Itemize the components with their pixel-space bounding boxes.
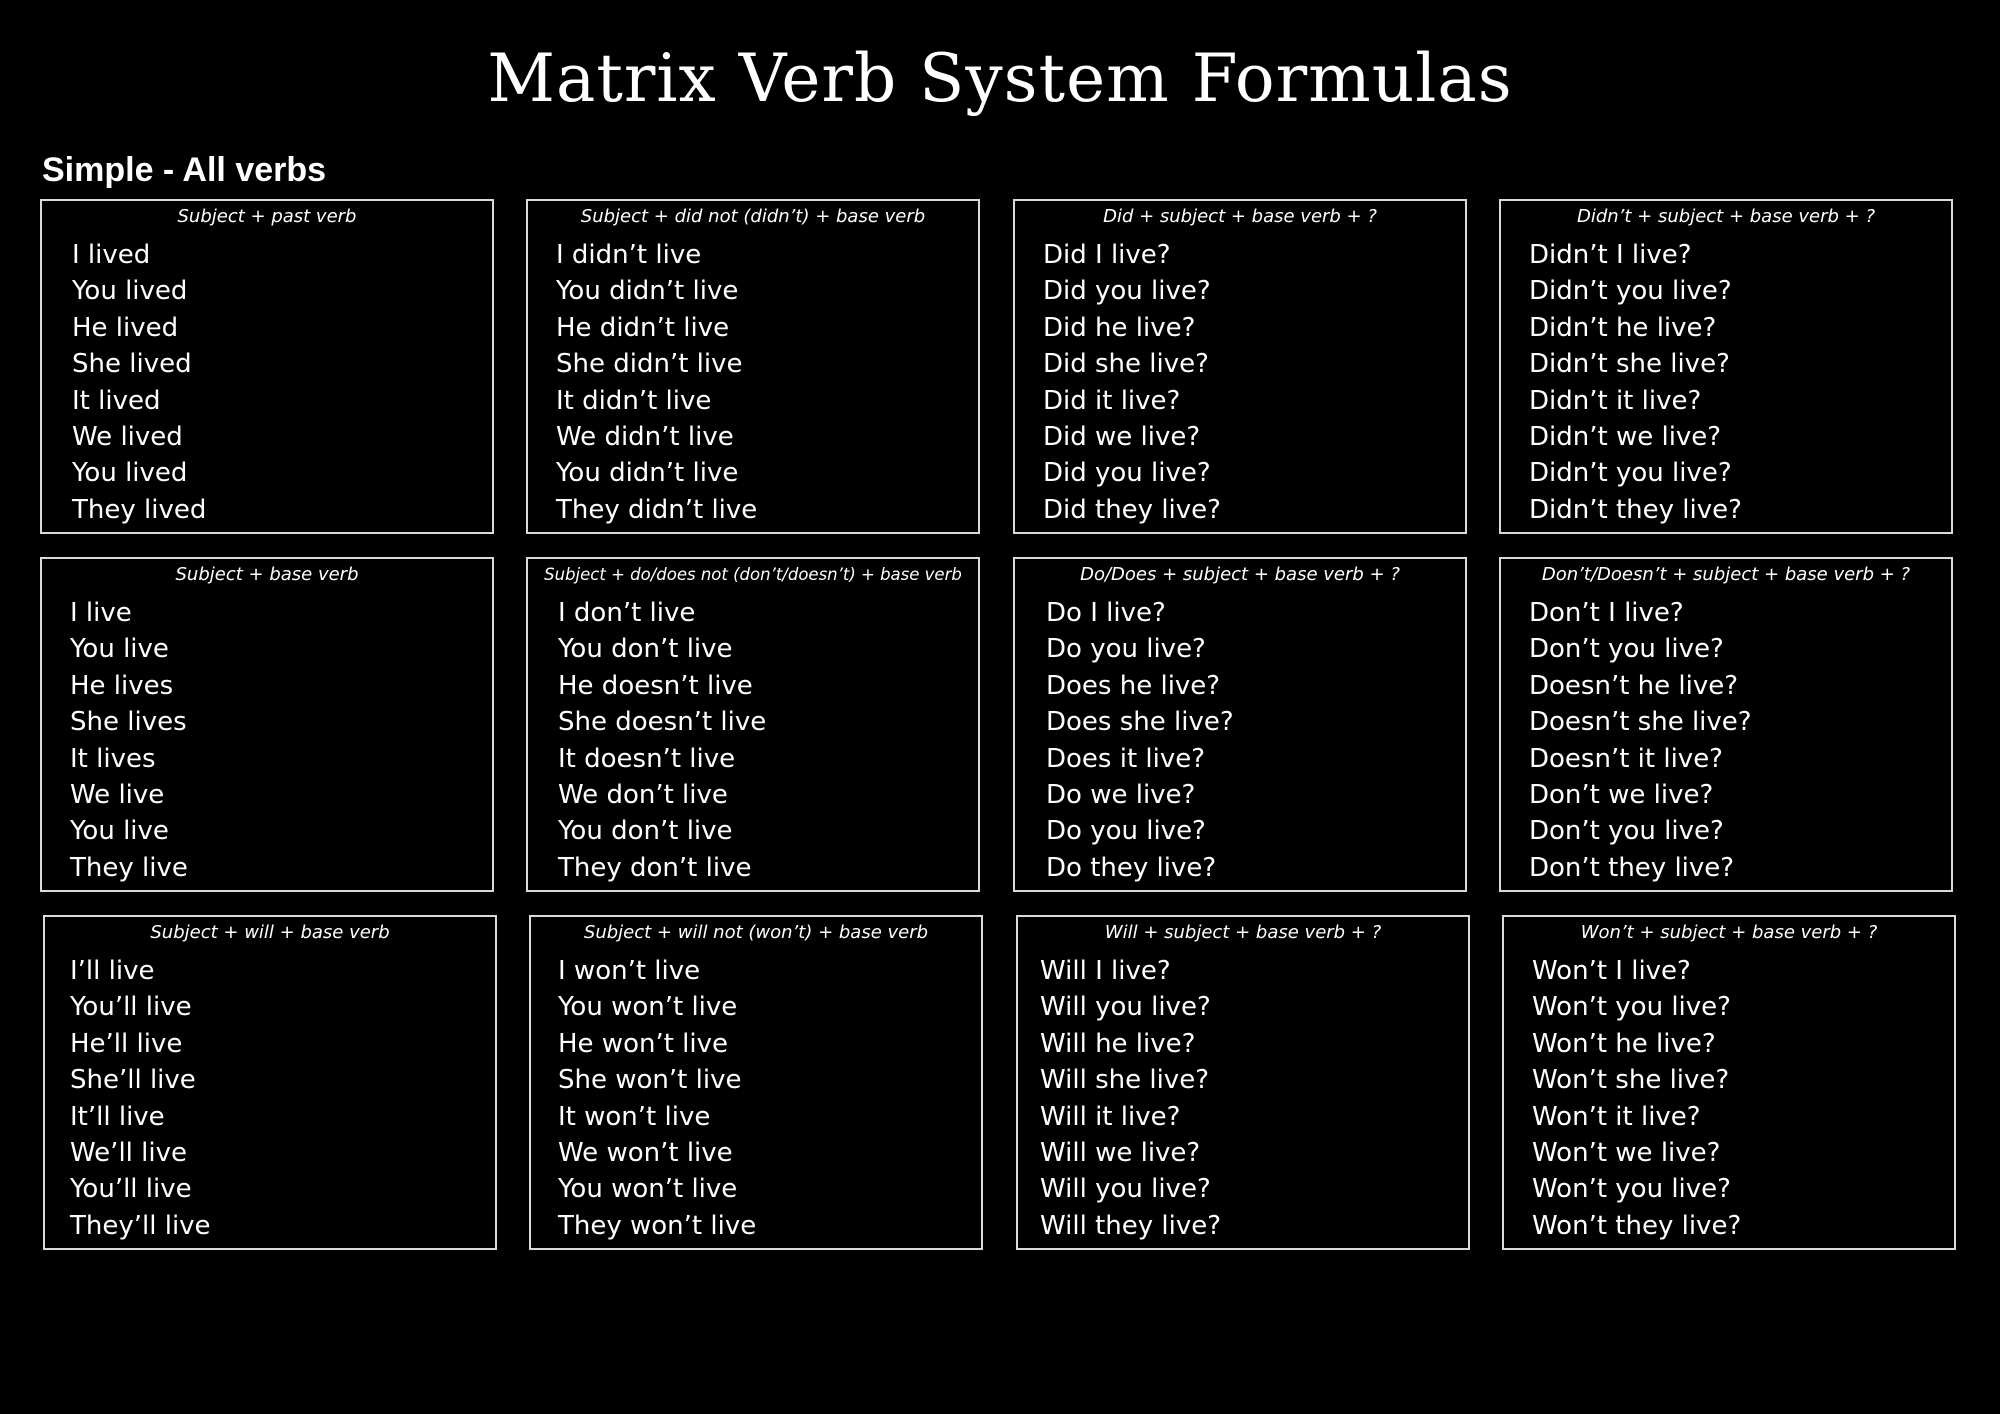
conjugation-line: She lives [70, 707, 187, 738]
conjugation-list [1043, 237, 1221, 528]
conjugation-line: They won’t live [558, 1210, 757, 1241]
conjugation-line: I’ll live [70, 956, 155, 986]
conjugation-line: You lived [72, 276, 188, 307]
conjugation-line: They lived [72, 494, 207, 525]
conjugation-line: Didn’t you live? [1529, 458, 1732, 489]
conjugation-line: Will they live? [1040, 1210, 1222, 1241]
conjugation-line: Don’t we live? [1529, 780, 1714, 811]
conjugation-line: Will I live? [1040, 956, 1171, 986]
conjugation-list [558, 595, 766, 886]
conjugation-line: It’ll live [70, 1101, 165, 1132]
conjugation-line: They live [70, 852, 188, 883]
formula-box-simple-present-negative [526, 557, 980, 892]
conjugation-line: I won’t live [558, 956, 701, 986]
conjugation-line: Will we live? [1040, 1138, 1201, 1169]
conjugation-line: Doesn’t it live? [1529, 743, 1723, 774]
formula-box-simple-present-affirmative [40, 557, 494, 892]
conjugation-line: Won’t you live? [1532, 1174, 1731, 1205]
conjugation-line: She lived [72, 349, 192, 380]
conjugation-line: Did they live? [1043, 494, 1221, 525]
formula-label: Subject + past verb [177, 206, 357, 227]
conjugation-line: You won’t live [558, 1174, 738, 1205]
conjugation-line: Will you live? [1040, 1174, 1211, 1205]
formula-box-simple-future-affirmative [43, 915, 497, 1250]
conjugation-line: He didn’t live [556, 312, 730, 343]
conjugation-line: Do you live? [1046, 816, 1206, 847]
conjugation-line: You won’t live [558, 992, 738, 1023]
conjugation-line: Will she live? [1040, 1065, 1209, 1096]
conjugation-line: They didn’t live [556, 494, 758, 525]
formula-box-simple-present-question [1013, 557, 1467, 892]
formula-label: Subject + will not (won’t) + base verb [583, 922, 929, 943]
conjugation-line: They don’t live [558, 852, 752, 883]
formula-label: Won’t + subject + base verb + ? [1580, 922, 1878, 943]
conjugation-line: Did it live? [1043, 385, 1181, 416]
conjugation-list [70, 595, 188, 886]
conjugation-line: Do you live? [1046, 634, 1206, 665]
conjugation-line: Will it live? [1040, 1101, 1181, 1132]
conjugation-list [558, 953, 756, 1244]
conjugation-line: You’ll live [70, 992, 192, 1023]
conjugation-line: Will you live? [1040, 992, 1211, 1023]
conjugation-line: You don’t live [558, 816, 733, 847]
conjugation-line: She didn’t live [556, 349, 743, 380]
conjugation-line: It won’t live [558, 1101, 711, 1132]
conjugation-line: Didn’t they live? [1529, 494, 1742, 525]
conjugation-line: Does it live? [1046, 743, 1206, 774]
conjugation-line: Didn’t it live? [1529, 385, 1702, 416]
conjugation-line: Don’t I live? [1529, 598, 1684, 628]
conjugation-line: You lived [72, 458, 188, 489]
conjugation-line: Did she live? [1043, 349, 1209, 380]
formula-label: Did + subject + base verb + ? [1103, 206, 1377, 227]
conjugation-line: He won’t live [558, 1028, 729, 1059]
conjugation-line: Doesn’t she live? [1529, 707, 1752, 738]
conjugation-line: It lives [70, 743, 156, 774]
conjugation-line: Didn’t we live? [1529, 422, 1722, 453]
conjugation-line: You didn’t live [556, 458, 739, 489]
conjugation-line: You don’t live [558, 634, 733, 665]
conjugation-line: Do they live? [1046, 852, 1217, 883]
conjugation-line: We don’t live [558, 780, 728, 811]
conjugation-line: Won’t she live? [1532, 1065, 1730, 1096]
formula-label: Don’t/Doesn’t + subject + base verb + ? [1541, 564, 1911, 585]
formula-label: Subject + do/does not (don’t/doesn’t) + base verb [544, 565, 962, 584]
conjugation-line: He lives [70, 670, 174, 701]
conjugation-line: It doesn’t live [558, 743, 736, 774]
conjugation-line: Didn’t I live? [1529, 240, 1692, 270]
conjugation-line: I live [70, 598, 132, 628]
conjugation-line: Did I live? [1043, 240, 1171, 270]
conjugation-line: I didn’t live [556, 240, 702, 270]
conjugation-list [1529, 237, 1742, 528]
conjugation-line: Does she live? [1046, 707, 1234, 738]
conjugation-line: You live [70, 634, 169, 665]
formula-box-simple-past-question [1013, 199, 1467, 534]
conjugation-line: We lived [72, 422, 183, 453]
conjugation-line: Will he live? [1040, 1028, 1196, 1059]
conjugation-line: We won’t live [558, 1138, 733, 1169]
conjugation-list [1529, 595, 1752, 886]
conjugation-list [70, 953, 211, 1244]
conjugation-list [1040, 953, 1221, 1244]
conjugation-line: I lived [72, 240, 151, 270]
conjugation-line: Did you live? [1043, 276, 1211, 307]
conjugation-list [1046, 595, 1234, 886]
conjugation-line: Won’t they live? [1532, 1210, 1742, 1241]
conjugation-line: You didn’t live [556, 276, 739, 307]
section-heading: Simple - All verbs [42, 151, 327, 189]
conjugation-list [72, 237, 206, 528]
conjugation-line: Didn’t you live? [1529, 276, 1732, 307]
formula-box-simple-future-question [1016, 915, 1470, 1250]
conjugation-list [556, 237, 757, 528]
formula-label: Will + subject + base verb + ? [1104, 922, 1382, 943]
conjugation-line: Didn’t he live? [1529, 312, 1717, 343]
page-title: Matrix Verb System Formulas [487, 40, 1513, 117]
conjugation-line: Don’t you live? [1529, 816, 1724, 847]
conjugation-line: Won’t it live? [1532, 1101, 1701, 1132]
conjugation-line: He’ll live [70, 1028, 183, 1059]
conjugation-line: You live [70, 816, 169, 847]
conjugation-line: Won’t he live? [1532, 1028, 1716, 1059]
conjugation-line: It lived [72, 385, 161, 416]
formula-label: Do/Does + subject + base verb + ? [1080, 564, 1400, 585]
formula-box-simple-past-affirmative [40, 199, 494, 534]
formula-box-simple-future-negative-question [1502, 915, 1956, 1250]
conjugation-line: Won’t I live? [1532, 956, 1691, 986]
conjugation-line: I don’t live [558, 598, 696, 628]
conjugation-line: Do we live? [1046, 780, 1196, 811]
conjugation-line: You’ll live [70, 1174, 192, 1205]
conjugation-line: We didn’t live [556, 422, 734, 453]
conjugation-line: Did he live? [1043, 312, 1196, 343]
formula-box-simple-present-negative-question [1499, 557, 1953, 892]
conjugation-line: They’ll live [70, 1210, 211, 1241]
formula-label: Subject + base verb [175, 564, 359, 585]
conjugation-line: Did you live? [1043, 458, 1211, 489]
conjugation-list [1532, 953, 1741, 1244]
formula-box-simple-past-negative [526, 199, 980, 534]
conjugation-line: Didn’t she live? [1529, 349, 1730, 380]
conjugation-line: Don’t they live? [1529, 852, 1735, 883]
conjugation-line: Does he live? [1046, 670, 1221, 701]
formula-label: Subject + did not (didn’t) + base verb [580, 206, 926, 227]
conjugation-line: Do I live? [1046, 598, 1166, 628]
conjugation-line: She doesn’t live [558, 707, 767, 738]
formula-label: Didn’t + subject + base verb + ? [1576, 206, 1876, 227]
formula-box-simple-past-negative-question [1499, 199, 1953, 534]
conjugation-line: We’ll live [70, 1138, 187, 1169]
conjugation-line: It didn’t live [556, 385, 712, 416]
conjugation-line: He doesn’t live [558, 670, 753, 701]
formula-label: Subject + will + base verb [150, 922, 390, 943]
formula-box-simple-future-negative [529, 915, 983, 1250]
conjugation-line: She won’t live [558, 1065, 742, 1096]
conjugation-line: She’ll live [70, 1065, 196, 1096]
conjugation-line: Doesn’t he live? [1529, 670, 1739, 701]
conjugation-line: Won’t you live? [1532, 992, 1731, 1023]
conjugation-line: Did we live? [1043, 422, 1201, 453]
conjugation-line: He lived [72, 312, 179, 343]
conjugation-line: We live [70, 780, 165, 811]
conjugation-line: Won’t we live? [1532, 1138, 1721, 1169]
conjugation-line: Don’t you live? [1529, 634, 1724, 665]
